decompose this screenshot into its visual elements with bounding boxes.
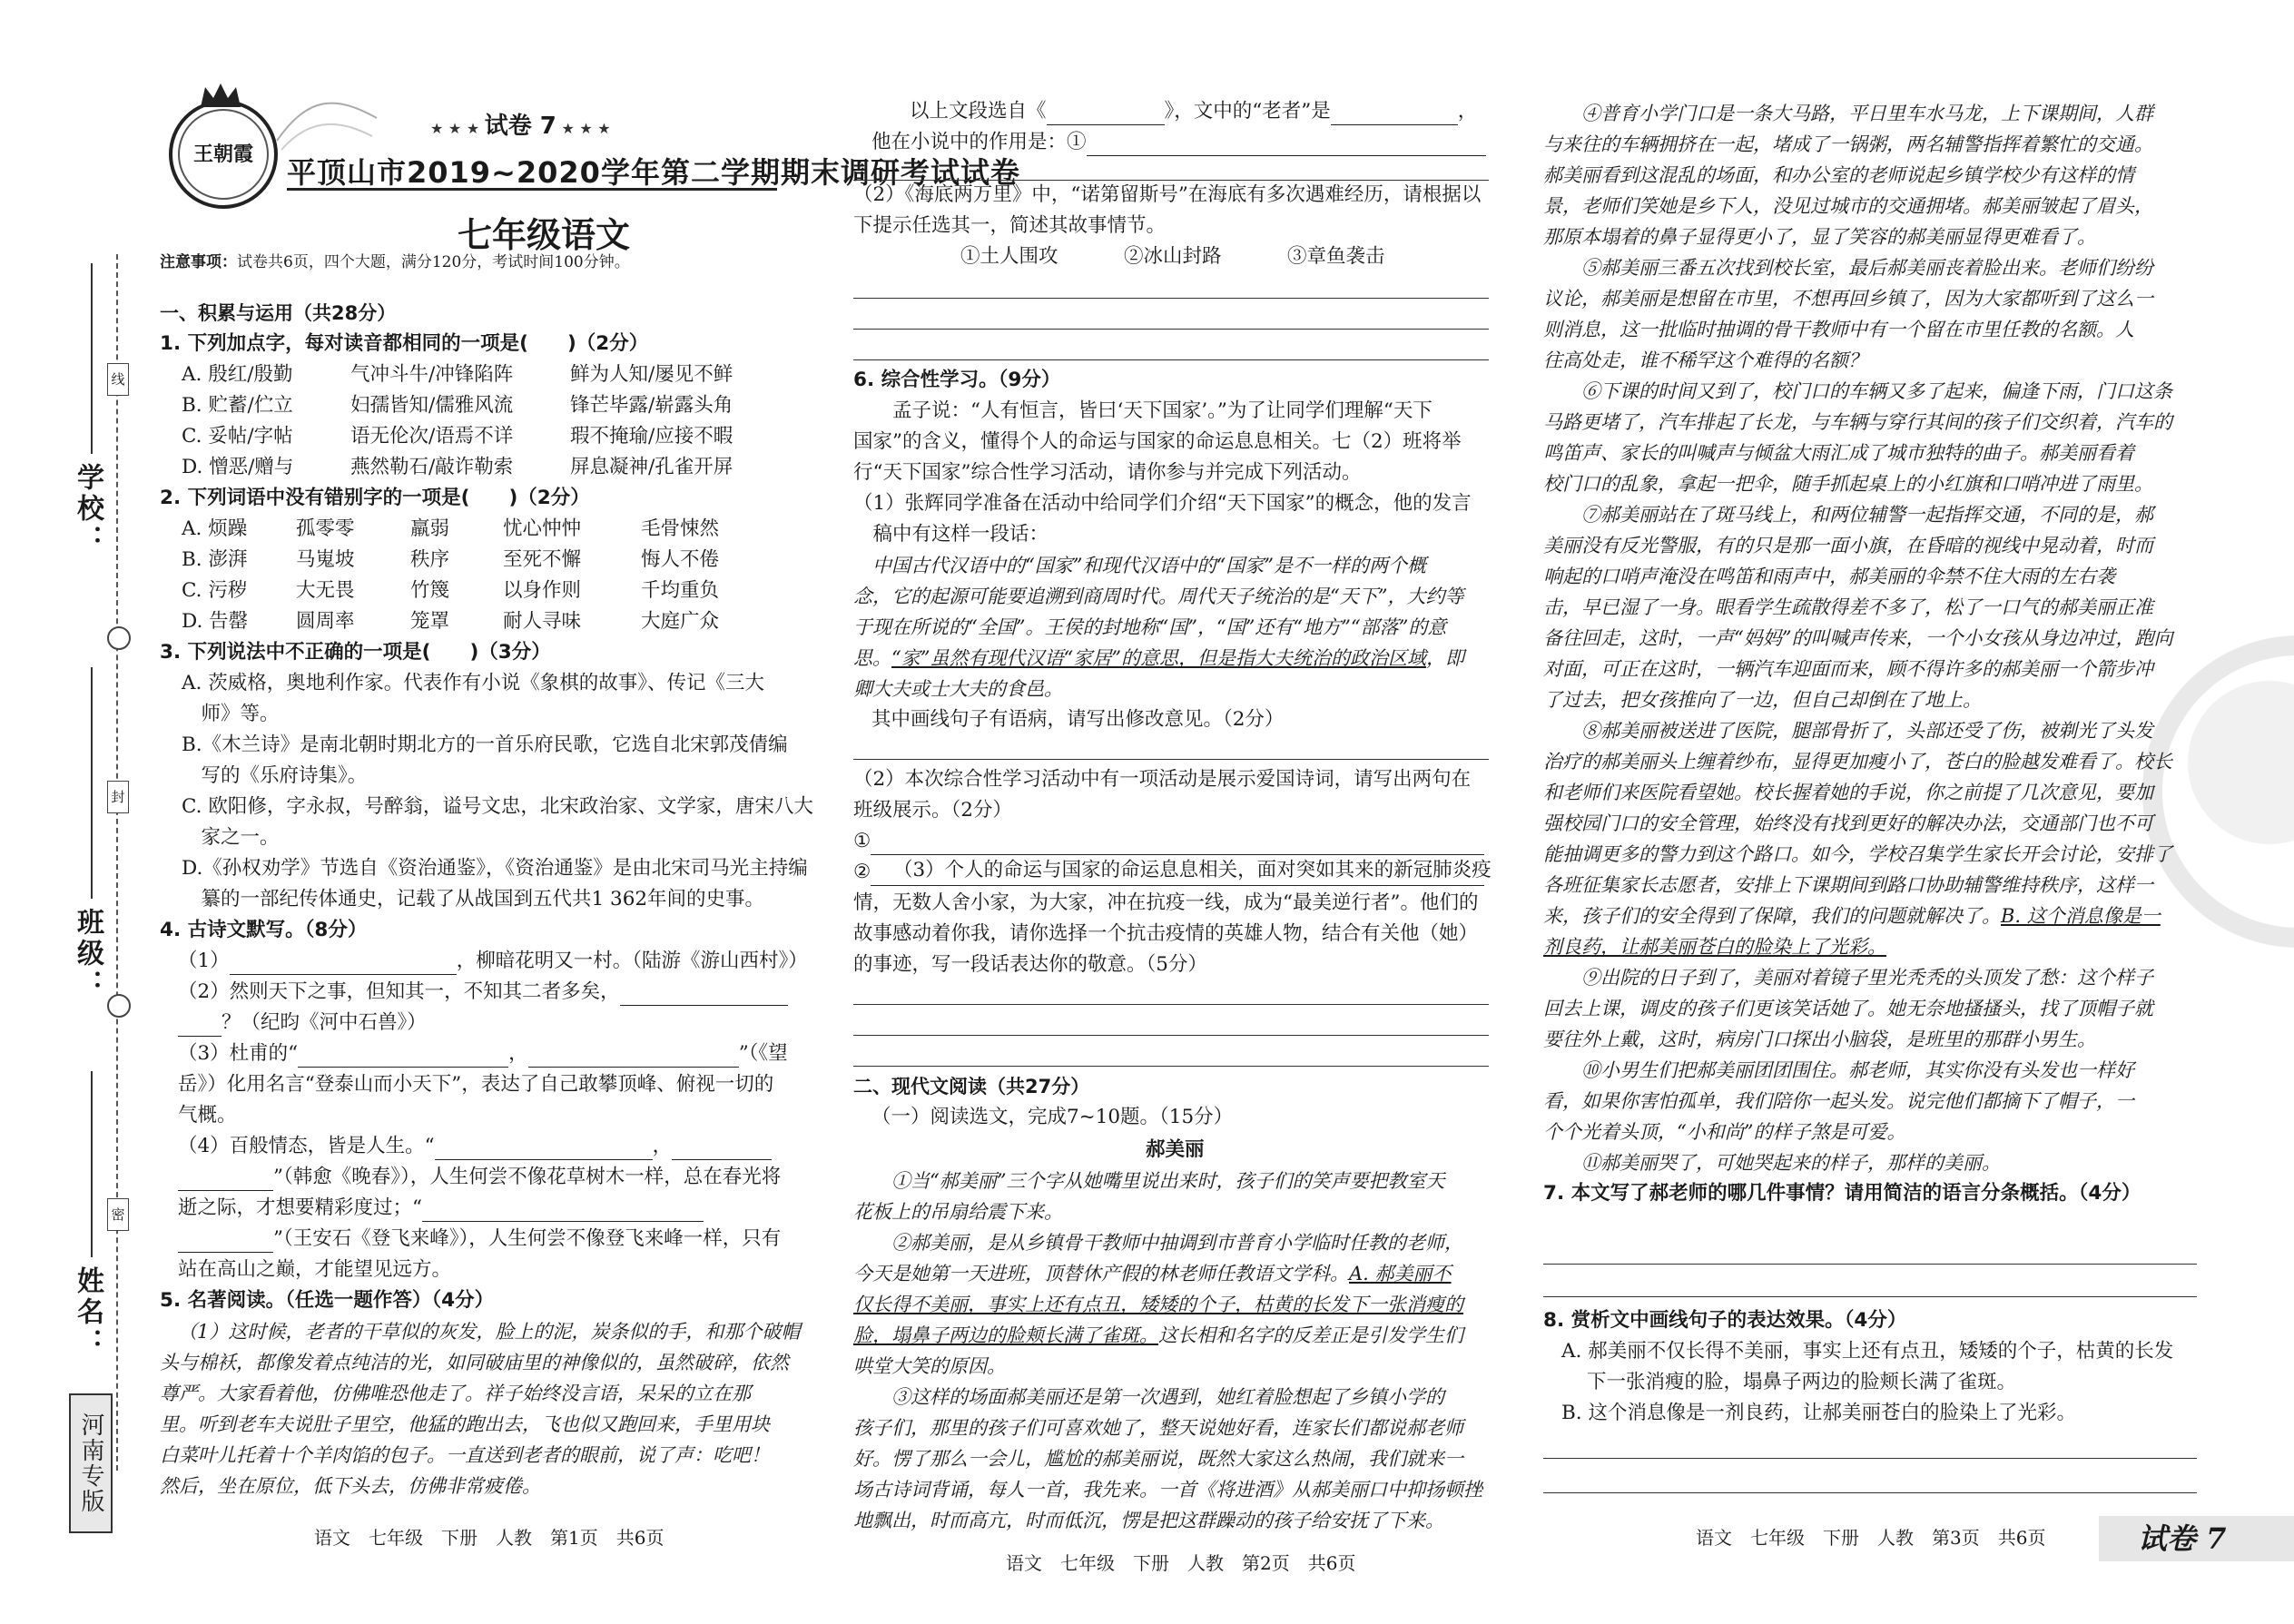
q5-hint-options: ①土人围攻 ②冰山封路 ③章鱼袭击	[960, 245, 1385, 268]
q4-item-1: （1） ，柳暗花明又一村。（陆游《游山西村》）	[178, 948, 808, 975]
school-label: 学校：	[72, 463, 103, 556]
q4-item-3: （3）杜甫的“ ， ”（《望	[178, 1040, 788, 1068]
answer-blank[interactable]	[620, 985, 788, 1006]
column-page-3	[1543, 0, 2197, 1543]
story-paragraph-1: ①当“郝美丽”三个字从她嘴里说出来时，孩子们的笑声要把教室天	[853, 1170, 1445, 1192]
binding-mark-feng: 封	[107, 781, 129, 813]
story-paragraph-7-cont: 响起的口哨声淹没在鸣笛和雨声中，郝美丽的伞禁不住大雨的左右袭	[1543, 566, 2115, 587]
region-badge: 河南专版	[69, 1393, 113, 1533]
q5-role-line: 他在小说中的作用是：①	[871, 129, 1486, 156]
answer-line[interactable]	[853, 329, 1489, 330]
q4-item-4-cont3: ”（王安石《登飞来峰》），人生何尝不像登飞来峰一样，只有	[178, 1225, 781, 1253]
story-paragraph-4-cont: 那原本塌着的鼻子显得更小了，显了笑容的郝美丽显得更难看了。	[1543, 226, 2096, 248]
answer-blank[interactable]	[435, 1139, 653, 1160]
q6-intro-line: 孟子说：“人有恒言，皆曰‘天下国家’。”为了让同学们理解“天下	[853, 399, 1433, 422]
section-1-heading: 一、积累与运用（共28分）	[160, 302, 397, 324]
q2-option-b[interactable]: B. 澎湃 马嵬坡 秩序 至死不懈 悔人不倦	[182, 548, 720, 571]
q6-quote-line: 念，它的起源可能要追溯到商周时代。周代天子统治的是“天下”，大约等	[853, 586, 1464, 607]
story-paragraph-5-cont: 则消息，这一批临时抽调的骨干教师中有一个留在市里任教的名额。人	[1543, 319, 2134, 340]
column-page-1	[160, 0, 813, 1543]
q4-item-2: （2）然则天下之事，但知其一，不知其二者多矣，	[178, 979, 788, 1006]
q4-item-3-cont: 岳》）化用名言“登泰山而小天下”，表达了自己敢攀顶峰、俯视一切的	[178, 1073, 774, 1096]
story-paragraph-6-cont: 马路更堵了，汽车排起了长龙，与车辆与穿行其间的孩子们交织着，汽车的	[1543, 411, 2172, 433]
answer-line[interactable]	[853, 759, 1489, 760]
q3-option-d[interactable]: D.《孙权劝学》节选自《资治通鉴》，《资治通鉴》是由北宋司马光主持编	[182, 857, 808, 880]
q6-part-1: （1）张辉同学准备在活动中给同学们介绍“天下国家”的概念，他的发言	[853, 492, 1472, 515]
story-paragraph-7: ⑦郝美丽站在了斑马线上，和两位辅警一起指挥交通，不同的是，郝	[1543, 504, 2153, 526]
story-paragraph-7-cont: 美丽没有反光警服，有的只是那一面小旗，在昏暗的视线中晃动着，时而	[1543, 535, 2153, 556]
story-title: 郝美丽	[1146, 1138, 1205, 1161]
story-paragraph-3: ③这样的场面郝美丽还是第一次遇到，她红着脸想起了乡镇小学的	[853, 1386, 1444, 1408]
q4-item-3-end: 气概。	[178, 1104, 237, 1127]
story-paragraph-8-cont: 各班征集家长志愿者，安排上下课期间到路口协助辅警维持秩序，这样一	[1543, 874, 2153, 896]
q3-option-b[interactable]: B.《木兰诗》是南北朝时期北方的一首乐府民歌，它选自北宋郭茂倩编	[182, 733, 788, 756]
q6-quote-line: 思。“家”虽然有现代汉语“家居”的意思，但是指大夫统治的政治区域，即	[853, 647, 1464, 669]
answer-line[interactable]	[1543, 1458, 2197, 1459]
q6-part-3-cont: 故事感动着你我，请你选择一个抗击疫情的英雄人物，结合有关他（她）	[853, 922, 1479, 945]
name-label: 姓名：	[72, 1266, 103, 1359]
answer-line[interactable]	[853, 359, 1489, 360]
story-paragraph-6-cont: 校门口的乱象，拿起一把伞，随手抓起桌上的小红旗和口哨冲进了雨里。	[1543, 473, 2153, 495]
question-1: 1. 下列加点字，每对读音都相同的一项是( )（2分）	[160, 332, 649, 355]
q5-passage-line: （1）这时候，老者的干草似的灰发，脸上的泥，炭条似的手，和那个破帽	[178, 1321, 801, 1343]
story-paragraph-10-cont: 看，如果你害怕孤单，我们陪你一起头发。说完他们都摘下了帽子，一	[1543, 1090, 2134, 1112]
q6-quote-line: 卿大夫或士大夫的食邑。	[853, 678, 1063, 700]
story-paragraph-8-cont: 能抽调更多的警力到这个路口。如今，学校召集学生家长开会讨论，安排了	[1543, 843, 2172, 865]
q6-intro-line: 国家”的含义，懂得个人的命运与国家的命运息息相关。七（2）班将举	[853, 430, 1462, 453]
answer-blank[interactable]	[1087, 135, 1486, 156]
answer-blank[interactable]	[1331, 104, 1458, 125]
class-label: 班级：	[72, 908, 103, 1000]
q3-option-a[interactable]: A. 茨威格，奥地利作家。代表作有小说《象棋的故事》、传记《三大	[182, 672, 764, 694]
answer-line[interactable]	[853, 1004, 1489, 1005]
question-7: 7. 本文写了郝老师的哪几件事情？请用简洁的语言分条概括。（4分）	[1543, 1182, 2141, 1205]
answer-line[interactable]	[853, 180, 1489, 181]
underlined-sentence: “家”虽然有现代汉语“家居”的意思，但是指大夫统治的政治区域	[891, 647, 1426, 669]
question-2: 2. 下列词语中没有错别字的一项是( )（2分）	[160, 487, 590, 509]
underlined-sentence-b-cont: 剂良药，让郝美丽苍白的脸染上了光彩。	[1543, 936, 1886, 958]
q6-part-2: （2）本次综合性学习活动中有一项活动是展示爱国诗词，请写出两句在	[853, 768, 1472, 791]
q5-part-2-cont: 下提示任选其一，简述其故事情节。	[853, 214, 1167, 237]
answer-blank[interactable]	[672, 1139, 772, 1160]
q6-part-2-cont: 班级展示。（2分）	[853, 799, 1012, 822]
q5-source-line: 以上文段选自《 》，文中的“老者”是 ，	[910, 98, 1477, 125]
section-2-subheading: （一）阅读选文，完成7~10题。（15分）	[871, 1106, 1234, 1128]
q8-item-b: B. 这个消息像是一剂良药，让郝美丽苍白的脸染上了光彩。	[1561, 1402, 2076, 1424]
story-paragraph-5: ⑤郝美丽三番五次找到校长室，最后郝美丽丧着脸出来。老师们纷纷	[1543, 257, 2153, 279]
page-footer-3: 语文 七年级 下册 人教 第3页 共6页	[1696, 1527, 2046, 1549]
answer-blank[interactable]	[1047, 104, 1165, 125]
q5-passage-line: 白菜叶儿托着十个羊肉馅的包子。一直送到老者的眼前，说了声：吃吧！	[160, 1444, 770, 1466]
q3-line: 纂的一部纪传体通史，记载了从战国到五代共1 362年间的史事。	[182, 888, 765, 910]
binding-mark-xian: 线	[107, 363, 129, 396]
story-paragraph-4: ④普育小学门口是一条大马路，平日里车水马龙，上下课期间，人群	[1543, 103, 2153, 124]
q6-quote-line: 于现在所说的“全国”。王侯的封地称“国”，“国”还有“地方”“部落”的意	[853, 616, 1447, 638]
binding-hole-1	[107, 626, 131, 650]
question-5: 5. 名著阅读。（任选一题作答）（4分）	[160, 1289, 495, 1312]
binding-hole-2	[107, 994, 131, 1018]
story-paragraph-9-cont: 要往外上戴，这时，病房门口探出小脑袋，是班里的那群小男生。	[1543, 1029, 2096, 1050]
question-4: 4. 古诗文默写。（8分）	[160, 919, 368, 941]
notice: 注意事项：试卷共6页，四个大题，满分120分，考试时间100分钟。	[160, 253, 630, 271]
story-paragraph-8-cont: 治疗的郝美丽头上缠着纱布，显得更加瘦小了，苍白的脸越发难看了。校长	[1543, 751, 2172, 773]
q8-item-a: A. 郝美丽不仅长得不美丽，事实上还有点丑，矮矮的个子，枯黄的长发	[1561, 1340, 2174, 1363]
school-field[interactable]	[91, 263, 93, 454]
q5-passage-line: 头与棉袄，都像发着点纯洁的光，如同破庙里的神像似的，虽然破碎，依然	[160, 1352, 789, 1373]
story-paragraph-8-cont: 强校园门口的安全管理，始终没有找到更好的解决办法，交通部门也不可	[1543, 812, 2153, 834]
story-paragraph-3-cont: 好。愣了那么一会儿，尴尬的郝美丽说，既然大家这么热闹，我们就来一	[853, 1448, 1463, 1470]
q1-option-b[interactable]: B. 贮蓄/伫立 妇孺皆知/儒雅风流 锋芒毕露/崭露头角	[182, 394, 733, 417]
q6-part-2-answer-1: ①	[853, 828, 1484, 855]
question-6: 6. 综合性学习。（9分）	[853, 369, 1061, 391]
story-paragraph-8: ⑧郝美丽被送进了医院，腿部骨折了，头部还受了伤，被剃光了头发	[1543, 720, 2153, 742]
class-field[interactable]	[91, 667, 93, 899]
q3-line: 写的《乐府诗集》。	[182, 764, 368, 787]
answer-blank[interactable]	[178, 1232, 273, 1253]
q6-part-2-answer-2: ②	[853, 859, 1484, 886]
q6-part-1-ask: 其中画线句子有语病，请写出修改意见。（2分）	[871, 708, 1285, 731]
underlined-sentence-a: A. 郝美丽不	[1349, 1263, 1452, 1284]
paper-number: ★ ★ ★ 试卷 7 ★ ★ ★	[430, 113, 611, 140]
underlined-sentence-a-cont: 仅长得不美丽，事实上还有点丑，矮矮的个子，枯黄的长发下一张消瘦的	[853, 1294, 1463, 1315]
q6-quote-line: 中国古代汉语中的“国家”和现代汉语中的“国家”是不一样的两个概	[853, 555, 1426, 576]
story-paragraph-8-cont: 和老师们来医院看望她。校长握着她的手说，你之前提了几次意见，要加	[1543, 782, 2153, 803]
q1-option-c[interactable]: C. 妥帖/字帖 语无伦次/语焉不详 瑕不掩瑜/应接不暇	[182, 425, 733, 448]
answer-line[interactable]	[853, 298, 1489, 299]
q6-part-3: （3）个人的命运与国家的命运息息相关，面对突如其来的新冠肺炎疫	[893, 857, 1492, 884]
q1-option-a[interactable]: A. 殷红/殷勤 气冲斗牛/冲锋陷阵 鲜为人知/屡见不鲜	[182, 363, 733, 386]
story-paragraph-8-cont: 来，孩子们的安全得到了保障，我们的问题就解决了。B. 这个消息像是一	[1543, 905, 2161, 927]
answer-line[interactable]	[1543, 1264, 2197, 1265]
underlined-sentence-b: B. 这个消息像是一	[2001, 905, 2161, 927]
answer-blank[interactable]	[178, 1170, 273, 1191]
story-paragraph-11: ⑪郝美丽哭了，可她哭起来的样子，那样的美丽。	[1543, 1152, 2001, 1174]
q5-part-2: （2）《海底两万里》中，“诺第留斯号”在海底有多次遇难经历，请根据以	[853, 183, 1482, 206]
q3-line: 师》等。	[182, 703, 280, 725]
story-paragraph-5-cont: 议论，郝美丽是想留在市里，不想再回乡镇了，因为大家都听到了这么一	[1543, 288, 2153, 310]
story-paragraph-2: ②郝美丽，是从乡镇骨干教师中抽调到市普育小学临时任教的老师，	[853, 1232, 1463, 1254]
story-paragraph-7-cont: 对面，可正在这时，一辆汽车迎面而来，顾不得许多的郝美丽一个箭步冲	[1543, 658, 2153, 680]
page-footer-1: 语文 七年级 下册 人教 第1页 共6页	[314, 1527, 665, 1549]
answer-line[interactable]	[1543, 1492, 2197, 1493]
q6-intro-line: 行“天下国家”综合性学习活动，请你参与并完成下列活动。	[853, 461, 1362, 484]
section-2-heading: 二、现代文阅读（共27分）	[853, 1076, 1090, 1097]
q4-item-4: （4）百般情态，皆是人生。“ ，	[178, 1133, 772, 1160]
answer-blank[interactable]	[178, 1016, 222, 1037]
story-paragraph-6-cont: 鸣笛声、家长的叫喊声与倾盆大雨汇成了城市独特的曲子。郝美丽看着	[1543, 442, 2134, 464]
corner-paper-number: 试卷 7	[2138, 1521, 2227, 1556]
question-3: 3. 下列说法中不正确的一项是( )（3分）	[160, 641, 551, 664]
story-paragraph-4-cont: 景，老师们笑她是乡下人，没见过城市的交通拥堵。郝美丽皱起了眉头，	[1543, 195, 2153, 217]
answer-blank[interactable]	[230, 954, 457, 975]
story-paragraph-1-cont: 花板上的吊扇给震下来。	[853, 1201, 1063, 1223]
q6-part-3-cont: 情，无数人舍小家，为大家，冲在抗疫一线，成为“最美逆行者”。他们的	[853, 891, 1479, 914]
exam-title: 平顶山市2019~2020学年第二学期期末调研考试试卷	[287, 155, 1020, 190]
story-paragraph-2-tail: 哄堂大笑的原因。	[853, 1355, 1006, 1377]
story-paragraph-7-cont: 击，早已湿了一身。眼看学生疏散得差不多了，松了一口气的郝美丽正准	[1543, 596, 2153, 618]
story-paragraph-7-cont: 备往回走，这时，一声“妈妈”的叫喊声传来，一个小女孩从身边冲过，跑向	[1543, 627, 2173, 649]
q4-item-4-cont2: 逝之际，才想要精彩度过；“	[178, 1195, 704, 1222]
q4-item-2-cont: ？（纪昀《河中石兽》）	[178, 1009, 427, 1037]
q4-item-4-end: 站在高山之巅，才能望见远方。	[178, 1258, 452, 1281]
answer-blank[interactable]	[422, 1201, 704, 1222]
binding-dashed-line	[116, 254, 118, 1471]
answer-blank[interactable]	[298, 1047, 508, 1068]
answer-line[interactable]	[1543, 1296, 2197, 1297]
page-footer-2: 语文 七年级 下册 人教 第2页 共6页	[1006, 1552, 1356, 1574]
q6-part-3-cont: 的事迹，写一段话表达你的敬意。（5分）	[853, 953, 1207, 976]
q2-option-c[interactable]: C. 污秽 大无畏 竹篾 以身作则 千均重负	[182, 579, 720, 602]
q2-option-d[interactable]: D. 告罄 圆周率 笼罩 耐人寻味 大庭广众	[182, 610, 720, 633]
answer-blank[interactable]	[528, 1047, 739, 1068]
story-paragraph-7-cont: 了过去，把女孩推向了一边，但自己却倒在了地上。	[1543, 689, 1982, 711]
column-page-2	[853, 0, 1507, 1543]
q4-item-4-cont: ”（韩愈《晚春》），人生何尝不像花草树木一样，总在春光将	[178, 1164, 781, 1191]
answer-blank[interactable]	[871, 834, 1484, 855]
q3-option-c[interactable]: C. 欧阳修，字永叔，号醉翁，谥号文忠，北宋政治家、文学家，唐宋八大	[182, 795, 813, 818]
story-paragraph-3-cont: 场古诗词背诵，每人一首，我先来。一首《将进酒》从郝美丽口中抑扬顿挫	[853, 1479, 1482, 1501]
q5-passage-line: 然后，坐在原位，低下头去，仿佛非常疲倦。	[160, 1475, 541, 1497]
story-paragraph-3-cont: 地飘出，时而高亢，时而低沉，愣是把这群躁动的孩子给安抚了下来。	[853, 1510, 1444, 1531]
story-paragraph-5-cont: 往高处走，谁不稀罕这个难得的名额？	[1543, 349, 1867, 371]
q1-option-d[interactable]: D. 憎恶/赠与 燕然勒石/敲诈勒索 屏息凝神/孔雀开屏	[182, 456, 733, 478]
q5-passage-line: 尊严。大家看着他，仿佛唯恐他走了。祥子始终没言语，呆呆的立在那	[160, 1383, 751, 1404]
brand-logo: 王朝霞	[178, 109, 269, 200]
q3-line: 家之一。	[182, 826, 280, 849]
q6-part-1-cont: 稿中有这样一段话：	[853, 523, 1049, 546]
story-paragraph-10-cont: 个个光着头顶，“小和尚”的样子煞是可爱。	[1543, 1121, 1906, 1143]
underlined-sentence-a-end: 脸，塌鼻子两边的脸颊长满了雀斑。	[853, 1324, 1158, 1346]
answer-line[interactable]	[853, 1035, 1489, 1036]
q2-option-a[interactable]: A. 烦躁 孤零零 羸弱 忧心忡忡 毛骨悚然	[182, 517, 720, 540]
binding-mark-mi: 密	[107, 1198, 129, 1231]
story-paragraph-4-cont: 郝美丽看到这混乱的场面，和办公室的老师说起乡镇学校少有这样的情	[1543, 164, 2134, 186]
subject-title: 七年级语文	[458, 215, 631, 255]
q5-passage-line: 里。听到老车夫说肚子里空，他猛的跑出去，飞也似又跑回来，手里用块	[160, 1413, 770, 1435]
story-paragraph-2-cont: 今天是她第一天进班，顶替休产假的林老师任教语文学科。A. 郝美丽不	[853, 1263, 1452, 1284]
q8-item-a-cont: 下一张消瘦的脸，塌鼻子两边的脸颊长满了雀斑。	[1587, 1371, 2017, 1393]
story-paragraph-3-cont: 孩子们，那里的孩子们可喜欢她了，整天说她好看，连家长们都说郝老师	[853, 1417, 1463, 1439]
question-8: 8. 赏析文中画线句子的表达效果。（4分）	[1543, 1309, 1907, 1332]
story-paragraph-2-end: 脸，塌鼻子两边的脸颊长满了雀斑。这长相和名字的反差正是引发学生们	[853, 1324, 1463, 1346]
answer-line[interactable]	[853, 1066, 1489, 1067]
name-field[interactable]	[91, 1071, 93, 1257]
story-paragraph-9: ⑨出院的日子到了，美丽对着镜子里光秃秃的头顶发了愁：这个样子	[1543, 967, 2153, 989]
story-paragraph-10: ⑩小男生们把郝美丽团团围住。郝老师，其实你没有头发也一样好	[1543, 1059, 2134, 1081]
story-paragraph-4-cont: 与来往的车辆拥挤在一起，堵成了一锅粥，两名辅警指挥着繁忙的交通。	[1543, 133, 2153, 155]
story-paragraph-6: ⑥下课的时间又到了，校门口的车辆又多了起来，偏逢下雨，门口这条	[1543, 380, 2172, 402]
story-paragraph-9-cont: 回去上课，调皮的孩子们更该笑话她了。她无奈地搔搔头，找了顶帽子就	[1543, 998, 2153, 1019]
